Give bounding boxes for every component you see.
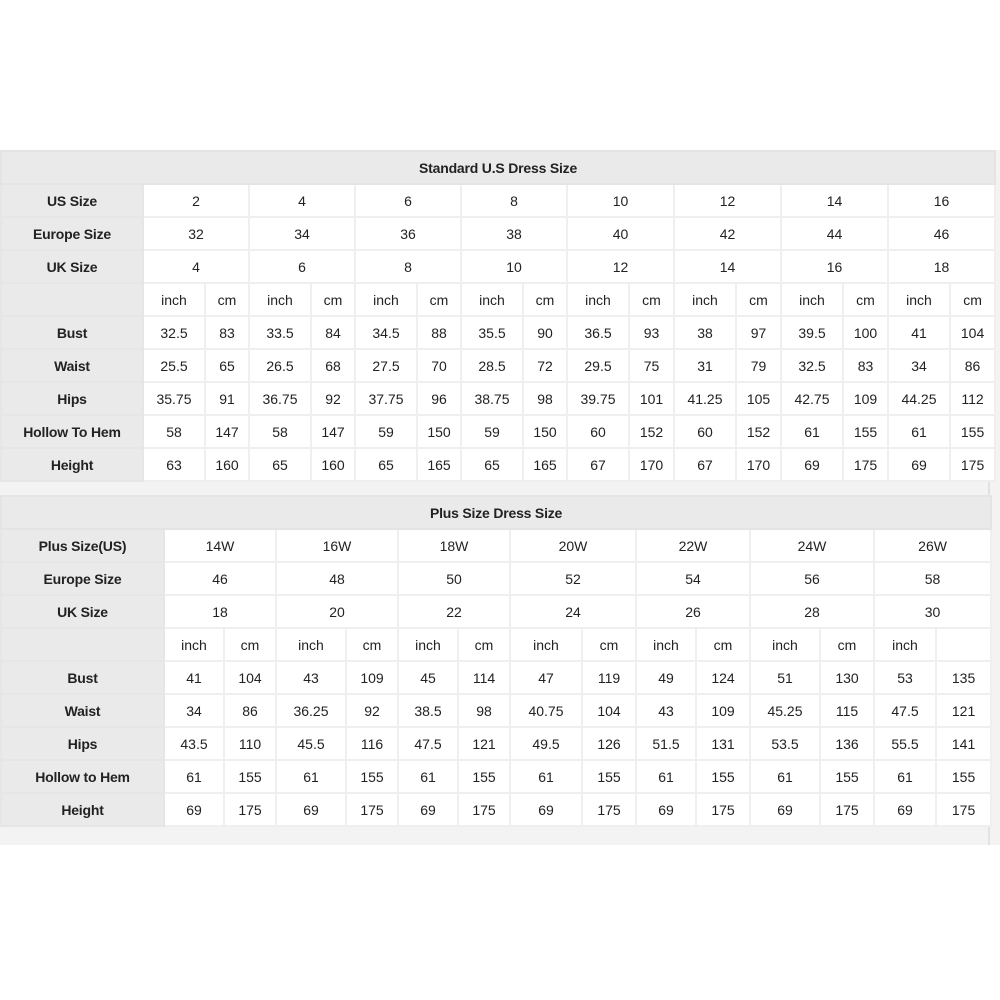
size-cell: 50 [398,562,510,595]
size-cell: 58 [874,562,991,595]
measurement-cell: 41 [888,316,950,349]
measurement-cell: 72 [523,349,567,382]
measurement-cell: 51 [750,661,820,694]
size-cell: 48 [276,562,398,595]
size-row [1,184,995,217]
measurement-cell: 150 [417,415,461,448]
measurement-cell: 147 [311,415,355,448]
unit-cell: cm [582,628,636,661]
measurement-row [1,694,991,727]
measurement-cell: 43 [276,661,346,694]
row-header: US Size [1,184,143,217]
measurement-cell: 61 [781,415,843,448]
measurement-cell: 61 [888,415,950,448]
unit-cell: inch [355,283,417,316]
standard-size-table [0,150,996,482]
size-row [1,217,995,250]
unit-cell: inch [636,628,696,661]
measurement-cell: 98 [458,694,510,727]
measurement-cell: 60 [674,415,736,448]
size-cell: 10 [461,250,567,283]
measurement-cell: 175 [843,448,888,481]
measurement-cell: 41.25 [674,382,736,415]
measurement-cell: 104 [224,661,276,694]
size-cell: 22W [636,529,750,562]
measurement-cell: 91 [205,382,249,415]
row-header: Europe Size [1,217,143,250]
unit-cell: cm [629,283,674,316]
unit-cell: cm [950,283,995,316]
row-header: Bust [1,661,164,694]
unit-cell: inch [888,283,950,316]
measurement-cell: 26.5 [249,349,311,382]
measurement-cell: 34.5 [355,316,417,349]
size-cell: 28 [750,595,874,628]
measurement-cell: 39.5 [781,316,843,349]
measurement-cell: 53 [874,661,936,694]
table-title: Standard U.S Dress Size [1,151,995,184]
measurement-cell: 175 [820,793,874,826]
measurement-cell: 175 [224,793,276,826]
measurement-cell: 100 [843,316,888,349]
unit-cell: cm [820,628,874,661]
measurement-cell: 147 [205,415,249,448]
measurement-cell: 155 [346,760,398,793]
measurement-cell: 114 [458,661,510,694]
size-cell: 22 [398,595,510,628]
unit-cell: cm [458,628,510,661]
unit-cell: inch [781,283,843,316]
measurement-cell: 27.5 [355,349,417,382]
measurement-cell: 53.5 [750,727,820,760]
measurement-cell: 136 [820,727,874,760]
measurement-cell: 67 [567,448,629,481]
measurement-cell: 97 [736,316,781,349]
measurement-cell: 61 [874,760,936,793]
measurement-cell: 58 [143,415,205,448]
unit-cell: inch [143,283,205,316]
measurement-cell: 36.25 [276,694,346,727]
measurement-cell: 79 [736,349,781,382]
measurement-cell: 33.5 [249,316,311,349]
size-cell: 20W [510,529,636,562]
measurement-cell: 35.5 [461,316,523,349]
size-cell: 26W [874,529,991,562]
measurement-cell: 69 [874,793,936,826]
measurement-cell: 36.5 [567,316,629,349]
measurement-cell: 59 [461,415,523,448]
measurement-cell: 84 [311,316,355,349]
row-header: Plus Size(US) [1,529,164,562]
measurement-row [1,448,995,481]
measurement-cell: 47.5 [874,694,936,727]
measurement-cell: 38.75 [461,382,523,415]
measurement-cell: 45 [398,661,458,694]
measurement-row [1,760,991,793]
measurement-cell: 45.5 [276,727,346,760]
measurement-cell: 130 [820,661,874,694]
measurement-cell: 152 [736,415,781,448]
measurement-cell: 69 [781,448,843,481]
unit-cell: inch [750,628,820,661]
measurement-cell: 155 [458,760,510,793]
measurement-cell: 55.5 [874,727,936,760]
measurement-cell: 155 [224,760,276,793]
measurement-cell: 86 [224,694,276,727]
size-cell: 14 [781,184,888,217]
measurement-cell: 92 [311,382,355,415]
unit-row [1,628,991,661]
unit-cell: cm [843,283,888,316]
measurement-cell: 155 [950,415,995,448]
measurement-cell: 51.5 [636,727,696,760]
measurement-cell: 59 [355,415,417,448]
measurement-cell: 37.75 [355,382,417,415]
measurement-cell: 69 [398,793,458,826]
measurement-cell: 32.5 [143,316,205,349]
unit-cell: inch [398,628,458,661]
measurement-cell: 121 [936,694,991,727]
size-row [1,562,991,595]
measurement-cell: 25.5 [143,349,205,382]
measurement-row [1,316,995,349]
size-cell: 46 [164,562,276,595]
measurement-cell: 36.75 [249,382,311,415]
row-header-empty [1,628,164,661]
measurement-cell: 83 [205,316,249,349]
unit-cell: inch [164,628,224,661]
measurement-cell: 45.25 [750,694,820,727]
size-cell: 8 [355,250,461,283]
measurement-cell: 116 [346,727,398,760]
unit-cell: cm [346,628,398,661]
measurement-cell: 61 [276,760,346,793]
size-cell: 24 [510,595,636,628]
size-row [1,529,991,562]
size-cell: 10 [567,184,674,217]
measurement-cell: 121 [458,727,510,760]
measurement-cell: 101 [629,382,674,415]
measurement-cell: 155 [696,760,750,793]
measurement-cell: 61 [750,760,820,793]
measurement-cell: 175 [582,793,636,826]
measurement-cell: 65 [249,448,311,481]
size-cell: 54 [636,562,750,595]
measurement-cell: 67 [674,448,736,481]
size-cell: 38 [461,217,567,250]
measurement-cell: 175 [346,793,398,826]
size-cell: 20 [276,595,398,628]
size-cell: 34 [249,217,355,250]
measurement-cell: 43.5 [164,727,224,760]
measurement-cell: 150 [523,415,567,448]
size-cell: 16 [888,184,995,217]
row-header: Hollow to Hem [1,760,164,793]
row-header: Europe Size [1,562,164,595]
row-header: Height [1,793,164,826]
measurement-cell: 115 [820,694,874,727]
measurement-cell: 170 [629,448,674,481]
row-header: UK Size [1,250,143,283]
measurement-cell: 175 [950,448,995,481]
measurement-cell: 60 [567,415,629,448]
size-cell: 52 [510,562,636,595]
unit-cell: inch [874,628,936,661]
unit-cell: inch [461,283,523,316]
measurement-cell: 61 [636,760,696,793]
size-cell: 42 [674,217,781,250]
measurement-cell: 31 [674,349,736,382]
size-cell: 46 [888,217,995,250]
unit-cell: cm [224,628,276,661]
measurement-cell: 90 [523,316,567,349]
measurement-cell: 165 [417,448,461,481]
measurement-cell: 175 [936,793,991,826]
measurement-row [1,382,995,415]
measurement-cell: 38.5 [398,694,458,727]
size-cell: 4 [249,184,355,217]
size-cell: 2 [143,184,249,217]
size-cell: 8 [461,184,567,217]
size-cell: 30 [874,595,991,628]
measurement-cell: 110 [224,727,276,760]
measurement-cell: 119 [582,661,636,694]
measurement-cell: 112 [950,382,995,415]
row-header: Hollow To Hem [1,415,143,448]
measurement-cell: 155 [820,760,874,793]
measurement-cell: 155 [936,760,991,793]
measurement-cell: 160 [311,448,355,481]
size-row [1,595,991,628]
row-header-empty [1,283,143,316]
measurement-cell: 135 [936,661,991,694]
measurement-cell: 28.5 [461,349,523,382]
measurement-cell: 126 [582,727,636,760]
measurement-cell: 141 [936,727,991,760]
measurement-cell: 175 [458,793,510,826]
size-cell: 4 [143,250,249,283]
measurement-cell: 155 [582,760,636,793]
size-cell: 56 [750,562,874,595]
measurement-cell: 69 [888,448,950,481]
measurement-cell: 88 [417,316,461,349]
row-header: Hips [1,727,164,760]
unit-cell: cm [205,283,249,316]
measurement-cell: 92 [346,694,398,727]
table-title: Plus Size Dress Size [1,496,991,529]
measurement-cell: 175 [696,793,750,826]
measurement-cell: 44.25 [888,382,950,415]
size-cell: 18W [398,529,510,562]
size-row [1,250,995,283]
unit-cell: cm [696,628,750,661]
row-header: Waist [1,349,143,382]
measurement-cell: 47 [510,661,582,694]
measurement-cell: 65 [205,349,249,382]
measurement-cell: 165 [523,448,567,481]
size-cell: 6 [355,184,461,217]
measurement-cell: 61 [398,760,458,793]
measurement-cell: 47.5 [398,727,458,760]
unit-cell: inch [276,628,346,661]
size-cell: 24W [750,529,874,562]
measurement-cell: 70 [417,349,461,382]
measurement-cell: 39.75 [567,382,629,415]
row-header: Bust [1,316,143,349]
measurement-cell: 61 [164,760,224,793]
size-cell: 16 [781,250,888,283]
row-header: UK Size [1,595,164,628]
size-cell: 18 [888,250,995,283]
measurement-cell: 65 [355,448,417,481]
measurement-cell: 49 [636,661,696,694]
measurement-cell: 155 [843,415,888,448]
measurement-cell: 68 [311,349,355,382]
size-cell: 14W [164,529,276,562]
table-title-row [1,151,995,184]
measurement-cell: 93 [629,316,674,349]
row-header: Height [1,448,143,481]
size-cell: 44 [781,217,888,250]
measurement-cell: 124 [696,661,750,694]
measurement-cell: 109 [696,694,750,727]
measurement-cell: 58 [249,415,311,448]
measurement-cell: 69 [636,793,696,826]
measurement-cell: 35.75 [143,382,205,415]
measurement-cell: 104 [582,694,636,727]
size-cell: 40 [567,217,674,250]
measurement-row [1,661,991,694]
measurement-cell: 69 [750,793,820,826]
row-header: Waist [1,694,164,727]
measurement-cell: 86 [950,349,995,382]
measurement-cell: 75 [629,349,674,382]
size-cell: 12 [674,184,781,217]
measurement-row [1,415,995,448]
unit-cell: cm [417,283,461,316]
measurement-cell: 65 [461,448,523,481]
unit-cell: inch [249,283,311,316]
unit-cell: cm [523,283,567,316]
measurement-cell: 104 [950,316,995,349]
measurement-cell: 69 [164,793,224,826]
measurement-cell: 29.5 [567,349,629,382]
measurement-cell: 43 [636,694,696,727]
measurement-cell: 69 [276,793,346,826]
plus-size-table [0,495,992,827]
measurement-cell: 105 [736,382,781,415]
unit-cell: inch [510,628,582,661]
measurement-cell: 109 [346,661,398,694]
measurement-cell: 32.5 [781,349,843,382]
size-cell: 26 [636,595,750,628]
measurement-cell: 63 [143,448,205,481]
measurement-cell: 40.75 [510,694,582,727]
measurement-cell: 61 [510,760,582,793]
measurement-cell: 131 [696,727,750,760]
measurement-cell: 109 [843,382,888,415]
measurement-cell: 170 [736,448,781,481]
row-header: Hips [1,382,143,415]
unit-cell: inch [567,283,629,316]
measurement-cell: 96 [417,382,461,415]
unit-cell [936,628,991,661]
measurement-row [1,727,991,760]
measurement-cell: 69 [510,793,582,826]
measurement-cell: 38 [674,316,736,349]
measurement-row [1,349,995,382]
unit-cell: cm [311,283,355,316]
size-cell: 18 [164,595,276,628]
size-cell: 6 [249,250,355,283]
measurement-cell: 42.75 [781,382,843,415]
measurement-cell: 152 [629,415,674,448]
measurement-cell: 98 [523,382,567,415]
unit-row [1,283,995,316]
measurement-cell: 160 [205,448,249,481]
measurement-row [1,793,991,826]
measurement-cell: 83 [843,349,888,382]
size-cell: 36 [355,217,461,250]
unit-cell: cm [736,283,781,316]
size-cell: 16W [276,529,398,562]
measurement-cell: 34 [164,694,224,727]
size-cell: 32 [143,217,249,250]
size-cell: 12 [567,250,674,283]
unit-cell: inch [674,283,736,316]
measurement-cell: 49.5 [510,727,582,760]
measurement-cell: 34 [888,349,950,382]
table-title-row [1,496,991,529]
size-cell: 14 [674,250,781,283]
measurement-cell: 41 [164,661,224,694]
